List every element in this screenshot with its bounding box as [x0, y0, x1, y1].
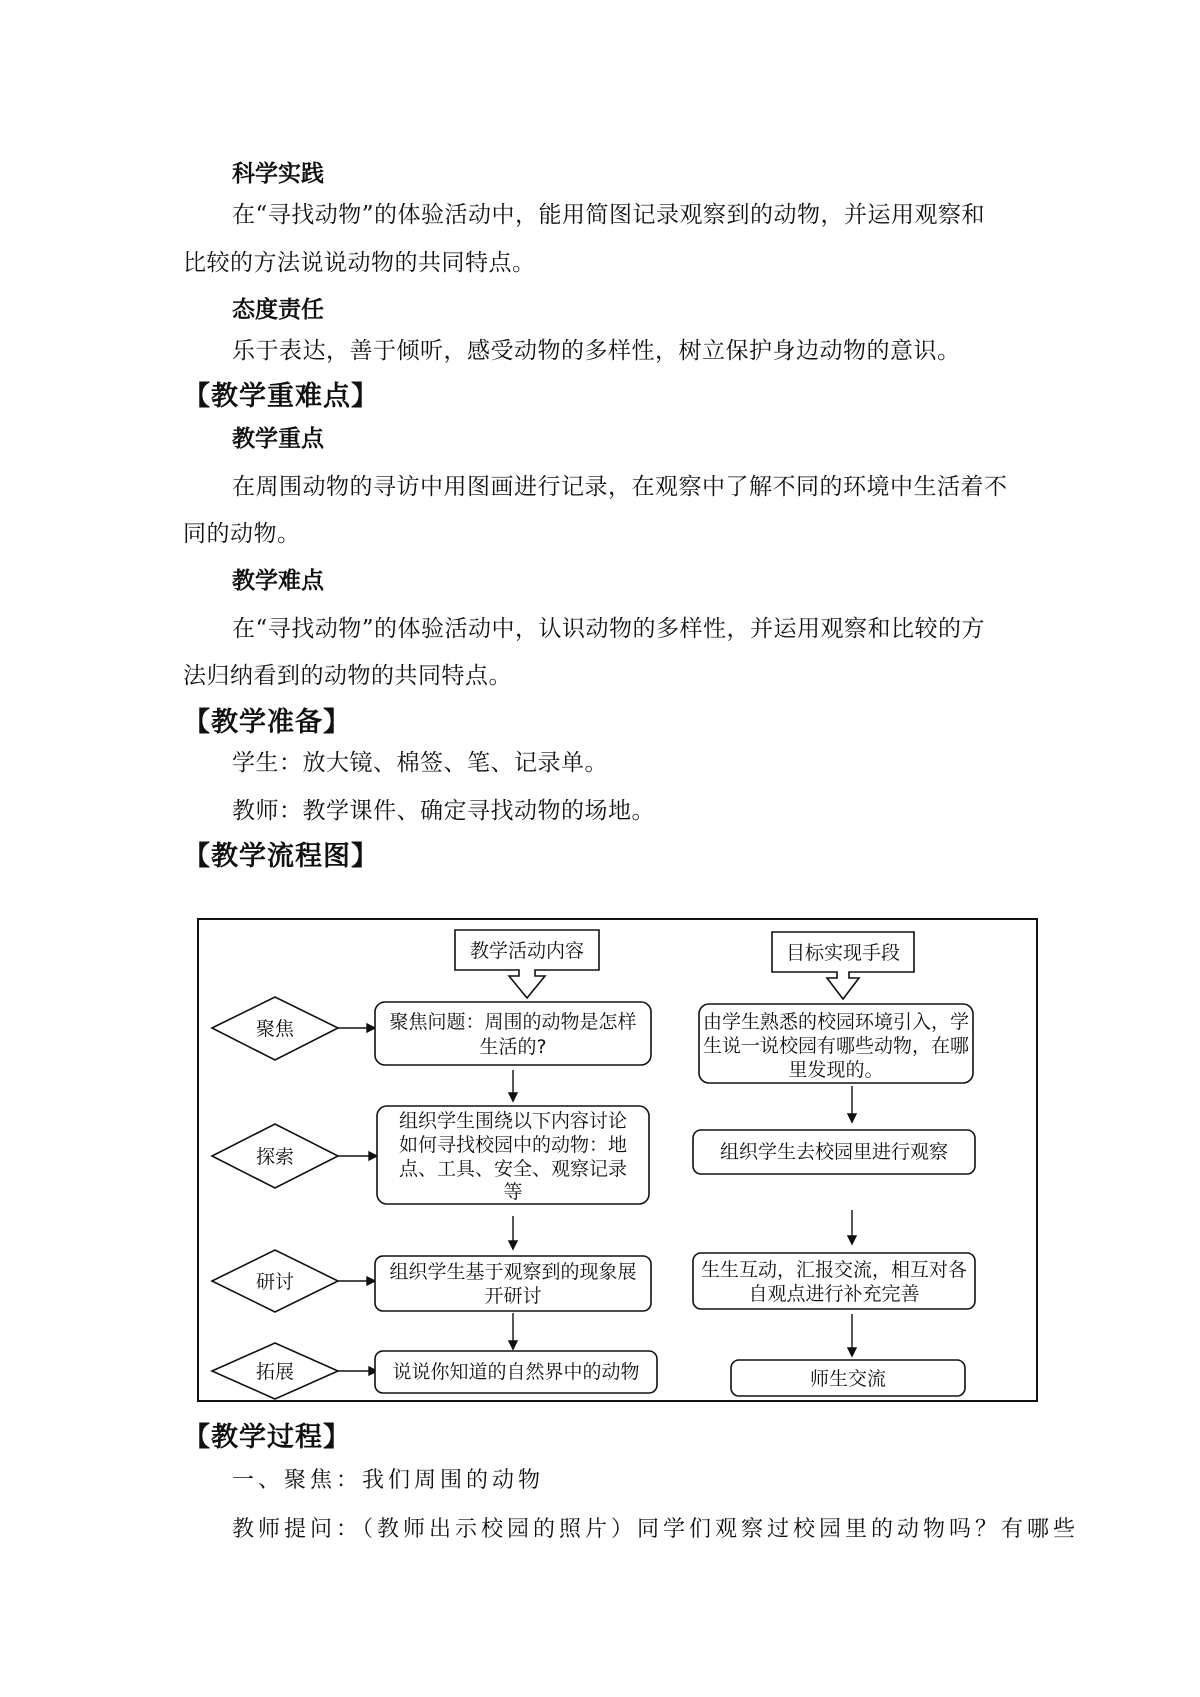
svg-text:聚焦: 聚焦	[255, 1018, 295, 1040]
difficulty-heading: 教学难点	[232, 568, 324, 594]
process-step1: 一、聚焦：我们周围的动物	[232, 1468, 545, 1493]
flowchart-heading: 【教学流程图】	[183, 841, 379, 872]
svg-text:等: 等	[503, 1181, 523, 1203]
right-column-title	[772, 932, 914, 999]
difficulty-text-line2: 法归纳看到的动物的共同特点。	[183, 663, 512, 689]
preparation-teacher: 教师：教学课件、确定寻找动物的场地。	[232, 798, 655, 824]
key-points-heading: 【教学重难点】	[183, 381, 379, 412]
preparation-student: 学生：放大镜、棉签、笔、记录单。	[232, 750, 608, 776]
svg-text:说说你知道的自然界中的动物: 说说你知道的自然界中的动物	[392, 1361, 640, 1383]
attitude-heading: 态度责任	[232, 297, 324, 323]
focus-text-line1: 在周围动物的寻访中用图画进行记录，在观察中了解不同的环境中生活着不	[232, 474, 1008, 500]
right-box-2	[693, 1130, 975, 1174]
svg-text:教学活动内容: 教学活动内容	[469, 940, 585, 962]
preparation-heading: 【教学准备】	[183, 707, 351, 738]
right-box-1	[699, 1004, 973, 1083]
svg-text:组织学生围绕以下内容讨论: 组织学生围绕以下内容讨论	[398, 1110, 628, 1132]
focus-heading: 教学重点	[232, 426, 324, 452]
teaching-flowchart	[197, 918, 1038, 1402]
difficulty-text-line1: 在“寻找动物”的体验活动中，认识动物的多样性，并运用观察和比较的方	[232, 616, 986, 642]
right-box-3	[693, 1253, 975, 1309]
stage-discuss	[212, 1250, 338, 1312]
focus-text-line2: 同的动物。	[183, 521, 301, 547]
stage-extend	[212, 1343, 338, 1399]
practice-heading: 科学实践	[232, 161, 324, 187]
svg-text:由学生熟悉的校园环境引入，学: 由学生熟悉的校园环境引入，学	[702, 1011, 970, 1033]
left-box-2	[377, 1106, 649, 1204]
left-box-1	[375, 1002, 651, 1065]
svg-text:如何寻找校园中的动物：地: 如何寻找校园中的动物：地	[398, 1134, 628, 1156]
svg-text:师生交流: 师生交流	[809, 1368, 887, 1390]
svg-text:生说一说校园有哪些动物，在哪: 生说一说校园有哪些动物，在哪	[702, 1035, 970, 1057]
svg-text:拓展: 拓展	[255, 1361, 295, 1383]
right-box-4	[731, 1360, 965, 1396]
stage-focus	[212, 997, 338, 1060]
svg-text:聚焦问题：周围的动物是怎样: 聚焦问题：周围的动物是怎样	[389, 1011, 637, 1033]
svg-text:自观点进行补充完善: 自观点进行补充完善	[748, 1283, 920, 1305]
right-column-arrows	[848, 1086, 856, 1356]
svg-text:生生互动，汇报交流，相互对各: 生生互动，汇报交流，相互对各	[700, 1259, 968, 1281]
svg-text:生活的?: 生活的?	[479, 1036, 547, 1058]
svg-text:开研讨: 开研讨	[484, 1285, 542, 1307]
practice-text-line1: 在“寻找动物”的体验活动中，能用简图记录观察到的动物，并运用观察和	[232, 202, 986, 228]
attitude-text: 乐于表达，善于倾听，感受动物的多样性，树立保护身边动物的意识。	[232, 338, 961, 364]
process-question: 教师提问：（教师出示校园的照片）同学们观察过校园里的动物吗？有哪些	[232, 1517, 1080, 1542]
svg-text:研讨: 研讨	[255, 1271, 295, 1293]
practice-text-line2: 比较的方法说说动物的共同特点。	[183, 250, 536, 276]
svg-text:里发现的。: 里发现的。	[788, 1059, 884, 1081]
stage-arrows	[338, 1024, 377, 1375]
svg-text:点、工具、安全、观察记录: 点、工具、安全、观察记录	[398, 1158, 628, 1180]
stage-explore	[212, 1124, 338, 1188]
svg-text:探索: 探索	[255, 1146, 295, 1168]
left-column-title	[455, 930, 599, 998]
left-box-4	[375, 1351, 657, 1393]
svg-text:目标实现手段: 目标实现手段	[785, 942, 901, 964]
svg-text:组织学生基于观察到的现象展: 组织学生基于观察到的现象展	[389, 1261, 637, 1283]
process-heading: 【教学过程】	[183, 1422, 351, 1453]
left-box-3	[375, 1256, 651, 1311]
svg-text:组织学生去校园里进行观察: 组织学生去校园里进行观察	[719, 1141, 949, 1163]
